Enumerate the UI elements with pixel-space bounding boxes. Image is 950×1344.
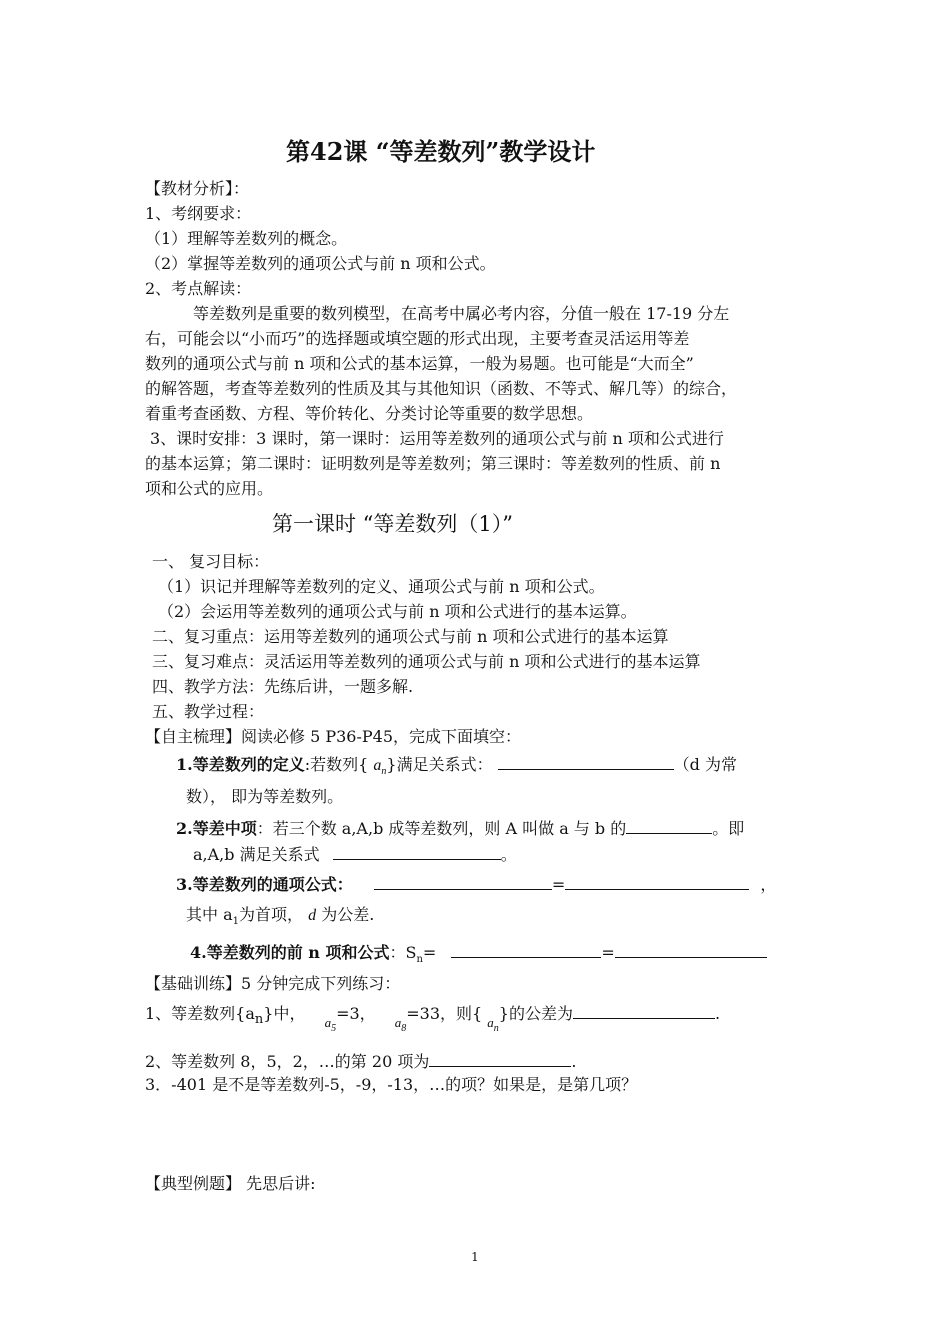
p1-end: .: [714, 1004, 721, 1023]
outline-requirement: 1、考纲要求：: [145, 204, 252, 223]
q1-answer-blank[interactable]: [498, 752, 674, 770]
p2-text: 2、等差数列 8，5，2，…的第 20 项为: [145, 1052, 430, 1071]
q4-equals-1: =: [422, 943, 437, 962]
q2-line2-text: a,A,b 满足关系式: [193, 845, 320, 864]
p1-a5: a5: [324, 1015, 337, 1034]
q3-line2-c: 为公差.: [321, 905, 375, 924]
requirement-2: （2）掌握等差数列的通项公式与前 n 项和公式。: [145, 254, 496, 273]
goal-2: （2）会运用等差数列的通项公式与前 n 项和公式进行的基本运算。: [158, 602, 637, 621]
goal-1: （1）识记并理解等差数列的定义、通项公式与前 n 项和公式。: [158, 577, 605, 596]
teaching-method: 四、教学方法：先练后讲，一题多解.: [152, 677, 414, 696]
self-study-intro: 【自主梳理】阅读必修 5 P36-P45，完成下面填空：: [145, 727, 522, 746]
p1-a8: a8: [394, 1015, 407, 1034]
q4-answer-blank-2[interactable]: [615, 940, 767, 958]
requirement-1: （1）理解等差数列的概念。: [145, 229, 348, 248]
schedule-line: 的基本运算；第二课时：证明数列是等差数列；第三课时：等差数列的性质、前 n: [145, 454, 721, 473]
q4-text: ：S: [389, 943, 417, 962]
teaching-process: 五、教学过程：: [152, 702, 265, 721]
p1-subscript-n: n: [254, 1012, 264, 1027]
q1-tail: （d 为常: [673, 755, 738, 774]
q4-label: 4.等差数列的前 n 项和公式: [190, 943, 390, 962]
q3-equals: =: [551, 875, 566, 894]
q2-line2: [193, 842, 517, 866]
q2-answer-blank[interactable]: [626, 816, 712, 834]
p1-answer-blank[interactable]: [573, 1001, 715, 1019]
q1-text2: }满足关系式：: [386, 755, 493, 774]
q3-d-variable: d: [308, 907, 317, 924]
difficult-points: 三、复习难点：灵活运用等差数列的通项公式与前 n 项和公式进行的基本运算: [152, 652, 701, 671]
q1-variable: a: [373, 757, 382, 774]
question-1: [176, 752, 737, 779]
p1-text-c: =3，: [336, 1004, 376, 1023]
page-number: 1: [471, 1250, 479, 1264]
p1-an: an: [487, 1015, 499, 1034]
question-4: [190, 940, 767, 967]
q2-tail: 。即: [712, 819, 745, 838]
q4-equals-2: =: [601, 943, 615, 962]
page-title: 第42课 “等差数列”教学设计: [286, 137, 596, 166]
examples-header: 【典型例题】 先思后讲:: [145, 1174, 316, 1193]
p2-end: .: [571, 1052, 577, 1071]
q4-subscript: n: [416, 954, 423, 965]
p1-text-d: =33，则{: [406, 1004, 483, 1023]
question-3: [176, 872, 776, 896]
q3-line2-subscript: 1: [232, 916, 240, 927]
q3-line2-b: 为首项，: [239, 905, 304, 924]
q1-label: 1.等差数列的定义: [176, 755, 305, 774]
q3-comma: ，: [760, 875, 777, 894]
goals-heading: 一、 复习目标：: [152, 552, 270, 571]
analysis-header: 【教材分析】：: [145, 179, 250, 198]
p1-text-b: }中，: [263, 1004, 306, 1023]
q4-answer-blank-1[interactable]: [451, 940, 601, 958]
q3-label: 3.等差数列的通项公式：: [176, 875, 353, 894]
practice-intro: 【基础训练】5 分钟完成下列练习：: [145, 974, 401, 993]
q2-end: 。: [500, 845, 517, 864]
point-reading: 2、考点解读：: [145, 279, 252, 298]
paragraph-line: 等差数列是重要的数列模型，在高考中属必考内容，分值一般在 17-19 分左: [193, 304, 730, 323]
q2-label: 2.等差中项: [176, 819, 257, 838]
q3-answer-blank-2[interactable]: [565, 872, 749, 890]
q3-answer-blank-1[interactable]: [374, 872, 552, 890]
schedule-line: 3、课时安排：3 课时，第一课时：运用等差数列的通项公式与前 n 项和公式进行: [150, 429, 724, 448]
paragraph-line: 右，可能会以“小而巧”的选择题或填空题的形式出现，主要考查灵活运用等差: [145, 329, 690, 348]
lesson-title: 第一课时 “等差数列（1）”: [272, 512, 514, 536]
p1-text-a: 1、等差数列{a: [145, 1004, 255, 1023]
key-points: 二、复习重点：运用等差数列的通项公式与前 n 项和公式进行的基本运算: [152, 627, 669, 646]
p1-text-e: }的公差为: [498, 1004, 573, 1023]
q1-subscript: n: [381, 766, 387, 777]
q1-text: :若数列{: [304, 755, 369, 774]
q2-text: ：若三个数 a,A,b 成等差数列，则 A 叫做 a 与 b 的: [256, 819, 627, 838]
q1-line2: 数）， 即为等差数列。: [186, 787, 344, 806]
paragraph-line: 着重考查函数、方程、等价转化、分类讨论等重要的数学思想。: [145, 404, 594, 423]
practice-1: [145, 1001, 721, 1034]
practice-3: 3．-401 是不是等差数列-5，-9，-13，…的项？如果是，是第几项？: [145, 1075, 638, 1094]
p2-answer-blank[interactable]: [429, 1049, 571, 1067]
q3-line2: [186, 904, 374, 929]
q3-line2-a: 其中 a: [186, 905, 233, 924]
practice-2: [145, 1049, 576, 1073]
paragraph-line: 数列的通项公式与前 n 项和公式的基本运算，一般为易题。也可能是“大而全”: [145, 354, 694, 373]
schedule-line: 项和公式的应用。: [145, 479, 274, 498]
q2-relation-blank[interactable]: [333, 842, 501, 860]
paragraph-line: 的解答题，考查等差数列的性质及其与其他知识（函数、不等式、解几等）的综合，: [145, 379, 738, 398]
question-2: [176, 816, 744, 840]
